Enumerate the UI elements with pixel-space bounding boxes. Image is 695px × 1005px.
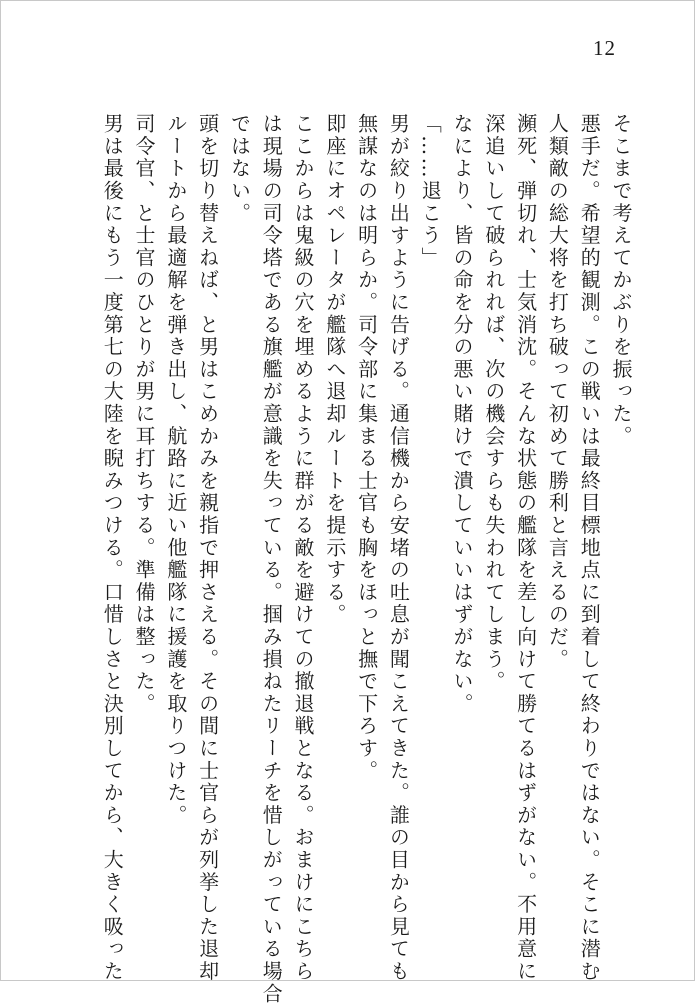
text-line: ここからは鬼級の穴を埋めるように群がる敵を避けての撤退戦となる。おまけにこちら xyxy=(291,113,316,983)
text-line: そこまで考えてかぶりを振った。 xyxy=(609,113,633,448)
body-text xyxy=(100,113,636,1005)
text-line: 「……退こう」 xyxy=(418,113,443,270)
text-line: 即座にオペレータが艦隊へ退却ルートを提示する。 xyxy=(322,113,347,626)
text-line: 悪手だ。希望的観測。この戦いは最終目標地点に到着して終わりではない。そこに潜む xyxy=(577,113,602,983)
text-line: 無謀なのは明らか。司令部に集まる士官も胸をほっと撫で下ろす。 xyxy=(354,113,379,782)
text-line: 男が絞り出すように告げる。通信機から安堵の吐息が聞こえてきた。誰の目から見ても xyxy=(386,113,411,983)
text-line: ではない。 xyxy=(227,113,252,225)
text-line: 深追いして破られれば、次の機会すらも失われてしまう。 xyxy=(481,113,506,693)
text-line: 人類敵の総大将を打ち破って初めて勝利と言えるのだ。 xyxy=(545,113,570,671)
text-line: 男は最後にもう一度第七の大陸を睨みつける。口惜しさと決別してから、大きく吸った xyxy=(100,113,125,983)
text-line: は現場の司令塔である旗艦が意識を失っている。掴み損ねたリーチを惜しがっている場合 xyxy=(259,113,284,1005)
text-line: 瀕死、弾切れ、士気消沈。そんな状態の艦隊を差し向けて勝てるはずがない。不用意に xyxy=(513,113,538,983)
text-line: ルートから最適解を弾き出し、航路に近い他艦隊に援護を取りつけた。 xyxy=(163,113,188,827)
text-line: 頭を切り替えねば、と男はこめかみを親指で押さえる。その間に士官らが列挙した退却 xyxy=(195,113,220,983)
text-line: なにより、皆の命を分の悪い賭けで潰していいはずがない。 xyxy=(450,113,475,716)
page-number: 12 xyxy=(593,36,616,60)
text-line: 司令官、と士官のひとりが男に耳打ちする。準備は整った。 xyxy=(132,113,157,716)
